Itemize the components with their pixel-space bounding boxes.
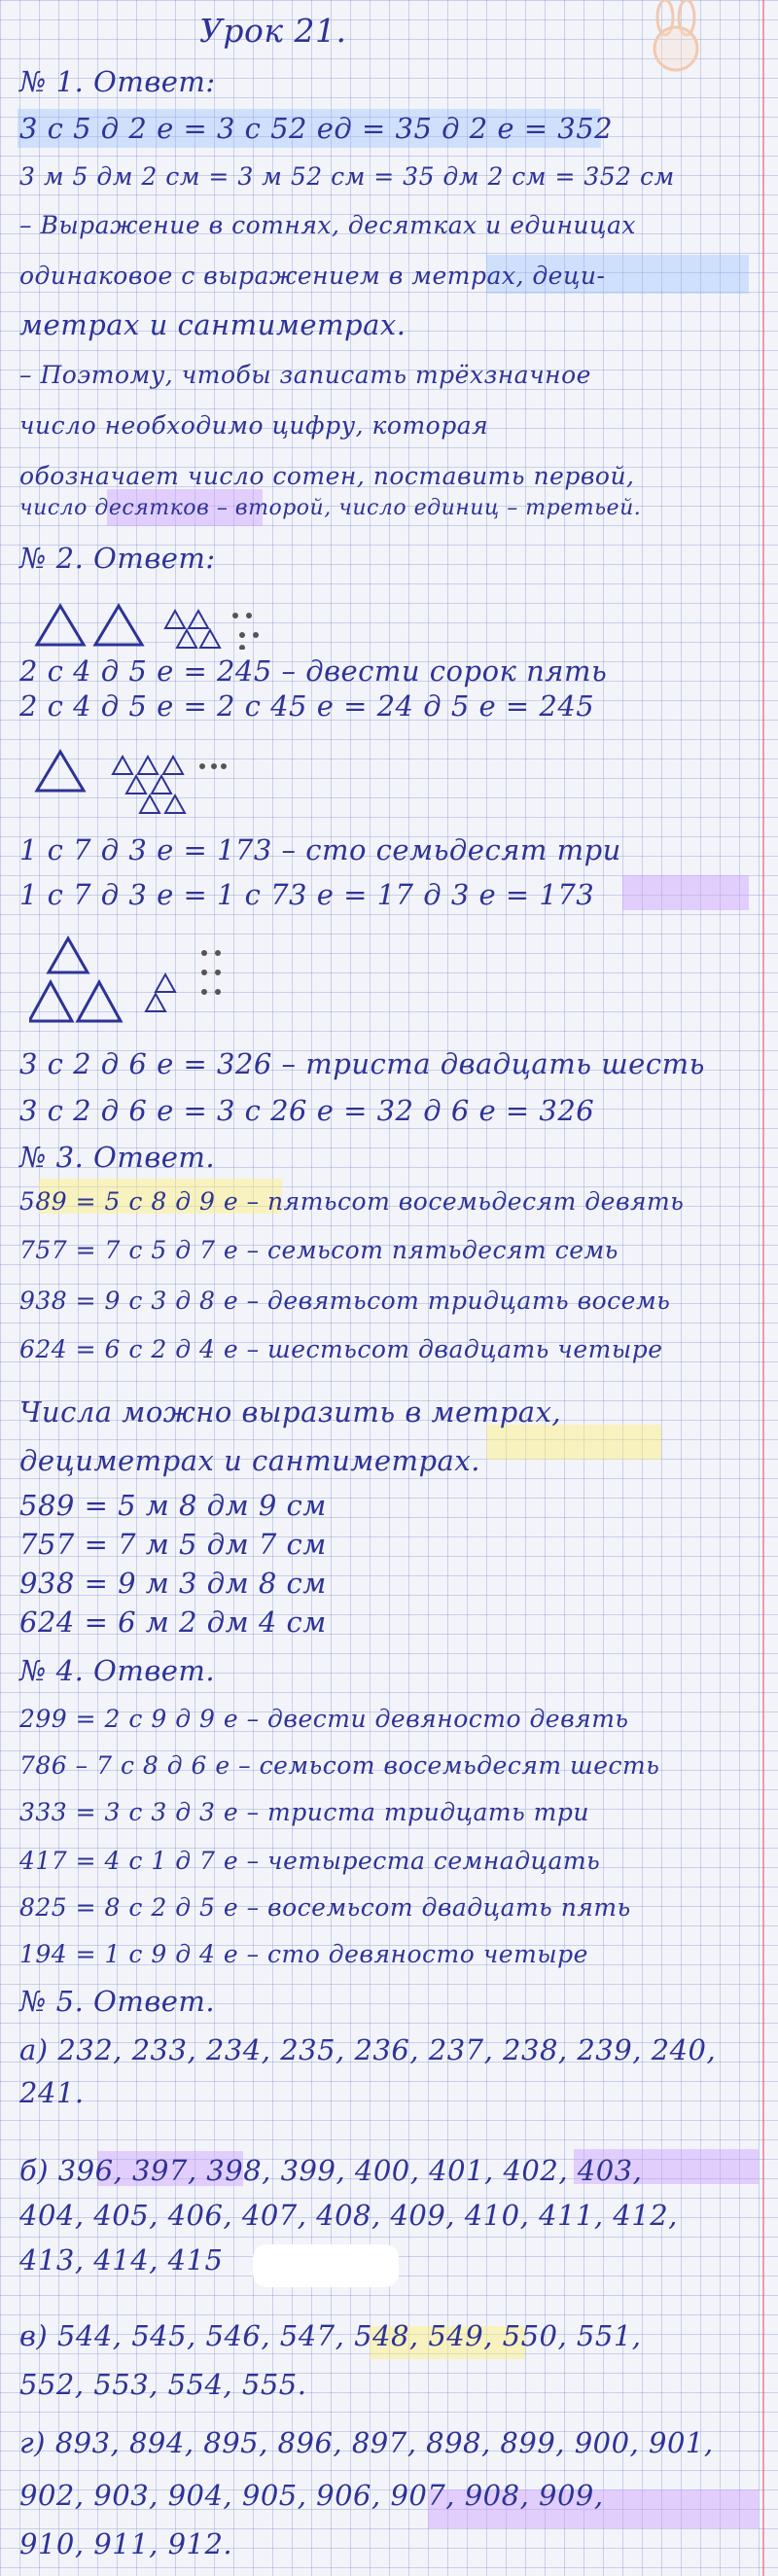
answer-line: 1 с 7 д 3 е = 1 с 73 е = 17 д 3 е = 173	[19, 878, 595, 911]
answer-line: 299 = 2 с 9 д 9 е – двести девяносто девять	[19, 1705, 629, 1733]
answer-line: 910, 911, 912.	[19, 2527, 233, 2560]
answer-line: 2 с 4 д 5 е = 2 с 45 е = 24 д 5 е = 245	[19, 689, 595, 723]
answer-line: 757 = 7 м 5 дм 7 см	[19, 1528, 327, 1561]
answer-line: 552, 553, 554, 555.	[19, 2368, 307, 2401]
task-heading: № 1. Ответ:	[19, 65, 216, 98]
answer-line: 3 с 5 д 2 е = 3 с 52 ед = 35 д 2 е = 352	[19, 112, 614, 145]
bunny-logo-icon	[642, 0, 710, 78]
answer-line: 825 = 8 с 2 д 5 е – восемьсот двадцать пять	[19, 1893, 631, 1922]
answer-line: б) 396, 397, 398, 399, 400, 401, 402, 403,	[19, 2154, 643, 2187]
lesson-title: Урок 21.	[199, 12, 347, 50]
answer-line: число десятков – второй, число единиц – третьей.	[19, 496, 642, 520]
answer-line: 786 – 7 с 8 д 6 е – семьсот восемьдесят шесть	[19, 1751, 660, 1780]
triangle-icon	[29, 934, 263, 1041]
answer-line: 3 с 2 д 6 е = 3 с 26 е = 32 д 6 е = 326	[19, 1094, 595, 1127]
answer-line: 3 с 2 д 6 е = 326 – триста двадцать шесть	[19, 1047, 705, 1080]
answer-line: 404, 405, 406, 407, 408, 409, 410, 411, 412,	[19, 2199, 678, 2232]
answer-line: – Выражение в сотнях, десятках и единицах	[19, 211, 636, 239]
answer-line: 241.	[19, 2076, 85, 2109]
answer-line: 1 с 7 д 3 е = 173 – сто семьдесят три	[19, 833, 621, 866]
answer-line: обозначает число сотен, поставить первой,	[19, 462, 635, 490]
answer-line: 902, 903, 904, 905, 906, 907, 908, 909,	[19, 2479, 604, 2512]
answer-line: г) 893, 894, 895, 896, 897, 898, 899, 900, 901,	[19, 2426, 714, 2459]
page-margin-line	[762, 0, 764, 2576]
answer-line: в) 544, 545, 546, 547, 548, 549, 550, 551,	[19, 2319, 642, 2352]
task-heading: № 3. Ответ.	[19, 1141, 216, 1174]
answer-line: – Поэтому, чтобы записать трёхзначное	[19, 361, 591, 389]
answer-line: 938 = 9 м 3 дм 8 см	[19, 1567, 327, 1600]
highlight-mark	[486, 1425, 661, 1460]
task-heading: № 5. Ответ.	[19, 1985, 216, 2018]
answer-line: 333 = 3 с 3 д 3 е – триста тридцать три	[19, 1798, 589, 1826]
highlight-mark	[622, 875, 749, 910]
answer-line: 624 = 6 с 2 д 4 е – шестьсот двадцать четыре	[19, 1335, 663, 1363]
task-heading: № 2. Ответ:	[19, 542, 216, 575]
answer-line: Числа можно выразить в метрах,	[19, 1395, 562, 1429]
answer-line: 194 = 1 с 9 д 4 е – сто девяносто четыре	[19, 1940, 588, 1968]
answer-line: 589 = 5 с 8 д 9 е – пятьсот восемьдесят девять	[19, 1187, 685, 1216]
answer-line: 3 м 5 дм 2 см = 3 м 52 см = 35 дм 2 см = 352 см	[19, 162, 675, 191]
task-heading: № 4. Ответ.	[19, 1654, 216, 1687]
answer-line: 589 = 5 м 8 дм 9 см	[19, 1489, 327, 1522]
answer-line: дециметрах и сантиметрах.	[19, 1444, 480, 1477]
answer-line: число необходимо цифру, которая	[19, 411, 489, 440]
triangle-icon	[29, 591, 263, 650]
answer-line: а) 232, 233, 234, 235, 236, 237, 238, 239, 240,	[19, 2033, 717, 2066]
answer-line: 624 = 6 м 2 дм 4 см	[19, 1606, 327, 1639]
answer-line: 2 с 4 д 5 е = 245 – двести сорок пять	[19, 654, 608, 688]
answer-line: 757 = 7 с 5 д 7 е – семьсот пятьдесят семь	[19, 1236, 619, 1264]
answer-line: 413, 414, 415	[19, 2243, 224, 2276]
answer-line: 417 = 4 с 1 д 7 е – четыреста семнадцать	[19, 1847, 601, 1875]
answer-line: метрах и сантиметрах.	[19, 308, 407, 341]
answer-line: одинаковое с выражением в метрах, деци-	[19, 262, 606, 290]
answer-line: 938 = 9 с 3 д 8 е – девятьсот тридцать восемь	[19, 1287, 671, 1315]
triangle-icon	[29, 737, 311, 815]
eraser-smudge	[253, 2244, 399, 2287]
